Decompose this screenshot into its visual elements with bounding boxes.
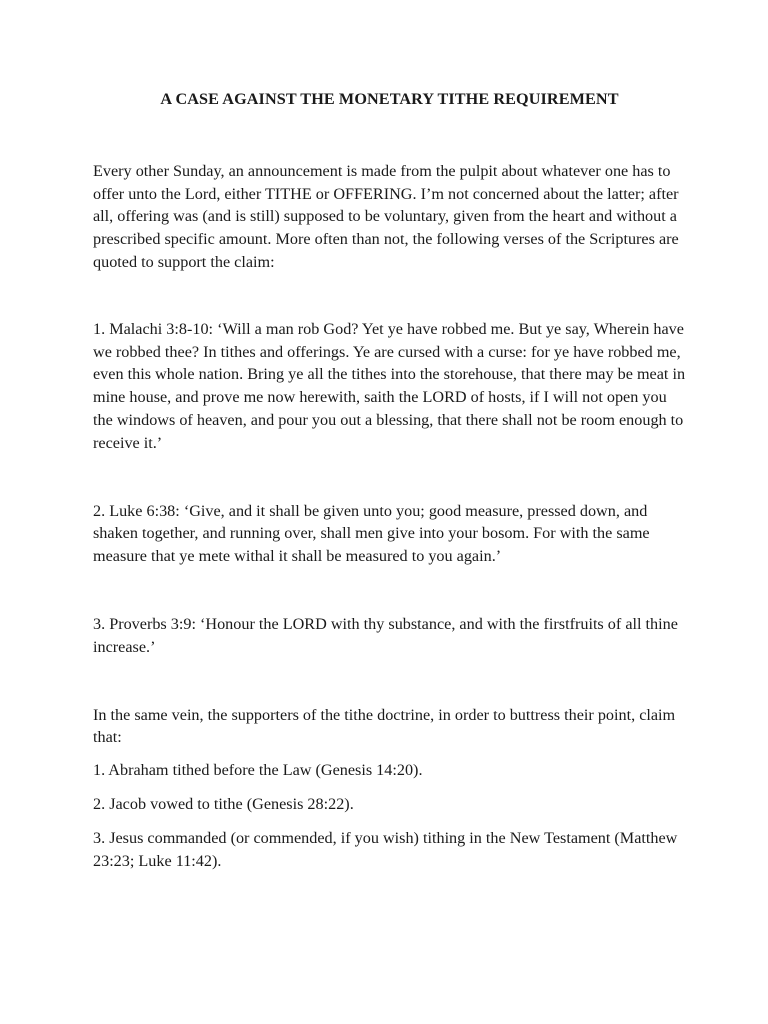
claim-item-jacob: 2. Jacob vowed to tithe (Genesis 28:22). bbox=[93, 794, 354, 813]
verse-proverbs: 3. Proverbs 3:9: ‘Honour the LORD with thy substance, and with the firstfruits of all thine increase.’ bbox=[93, 614, 678, 656]
claims-list bbox=[93, 759, 686, 872]
verse-luke: 2. Luke 6:38: ‘Give, and it shall be given unto you; good measure, pressed down, and shaken together, and running over, shall men give into your bosom. For with the same measure that ye mete withal it shall be measured to you again.’ bbox=[93, 501, 650, 566]
document-title: A CASE AGAINST THE MONETARY TITHE REQUIREMENT bbox=[160, 90, 619, 108]
verse-malachi: 1. Malachi 3:8-10: ‘Will a man rob God? Yet ye have robbed me. But ye say, Wherein have we robbed thee? In tithes and offerings. Ye are cursed with a curse: for ye have robbed me, even this whole nation. Bring ye all the tithes into the storehouse, that there may be meat in mine house, and prove me now herewith, saith the LORD of hosts, if I will not open you the windows of heaven, and pour you out a blessing, that there shall not be room enough to receive it.’ bbox=[93, 319, 686, 452]
intro-paragraph: Every other Sunday, an announcement is made from the pulpit about whatever one has to offer unto the Lord, either TITHE or OFFERING. I’m not concerned about the latter; after all, offering was (and is still) supposed to be voluntary, given from the heart and without a prescribed specific amount. More often than not, the following verses of the Scriptures are quoted to support the claim: bbox=[93, 161, 679, 271]
claims-lead-paragraph: In the same vein, the supporters of the tithe doctrine, in order to buttress their point, claim that: bbox=[93, 705, 676, 747]
claim-item-jesus: 3. Jesus commanded (or commended, if you wish) tithing in the New Testament (Matthew 23:23; Luke 11:42). bbox=[93, 828, 678, 870]
claim-item-abraham: 1. Abraham tithed before the Law (Genesis 14:20). bbox=[93, 761, 423, 780]
